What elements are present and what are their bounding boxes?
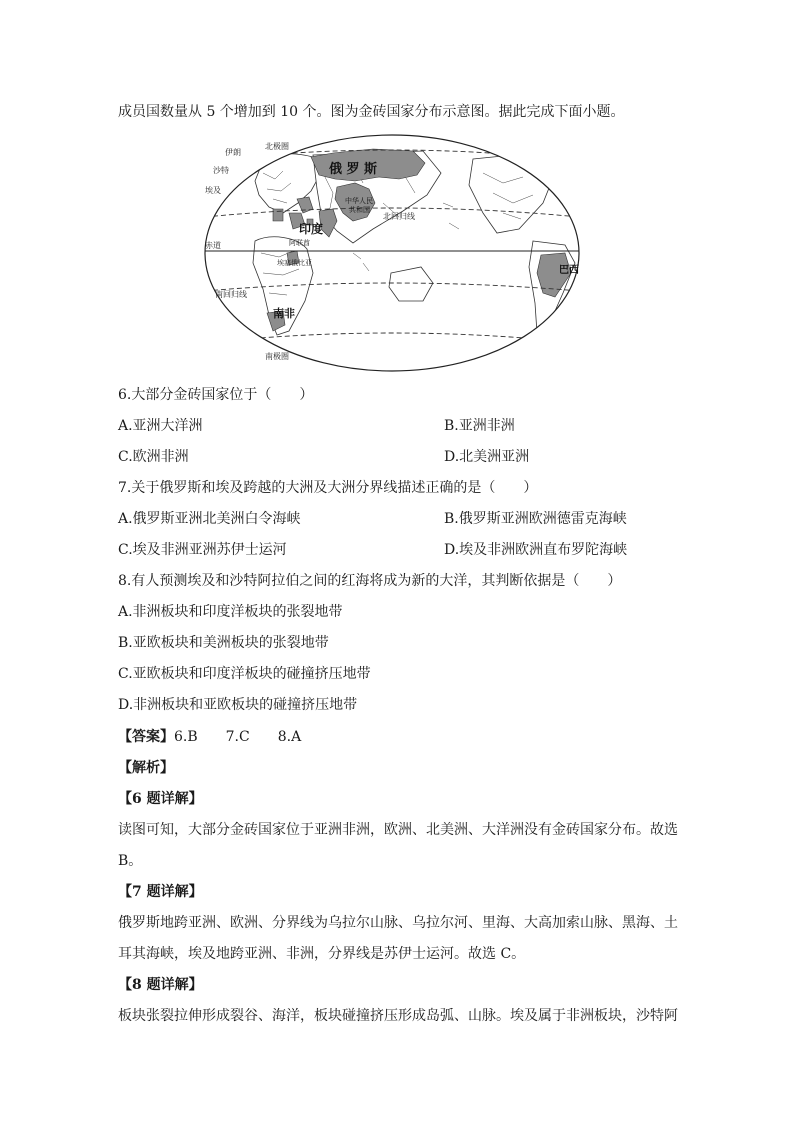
q7-option-d: D.埃及非洲欧洲直布罗陀海峡	[444, 542, 628, 558]
q8-option-a: A.非洲板块和印度洋板块的张裂地带	[118, 604, 343, 620]
detail-8-heading: 【8 题详解】	[118, 977, 203, 993]
label-china-1: 中华人民	[345, 197, 373, 205]
detail-6-heading: 【6 题详解】	[118, 791, 203, 807]
answer-line	[118, 727, 301, 747]
q7-option-b: B.俄罗斯亚洲欧洲德雷克海峡	[444, 511, 627, 527]
analysis-heading: 【解析】	[118, 760, 174, 776]
brics-map	[203, 133, 581, 373]
detail-7-line-2: 耳其海峡，埃及地跨亚洲、非洲，分界线是苏伊士运河。故选 C。	[118, 946, 526, 962]
label-egypt: 埃及	[205, 186, 221, 195]
label-south-africa: 南非	[273, 307, 295, 320]
q7-option-a: A.俄罗斯亚洲北美洲白令海峡	[118, 511, 301, 527]
q6-option-a: A.亚洲大洋洲	[118, 418, 203, 434]
label-arctic: 北极圈	[265, 142, 289, 151]
q8-option-b: B.亚欧板块和美洲板块的张裂地带	[118, 635, 329, 651]
q8-option-d: D.非洲板块和亚欧板块的碰撞挤压地带	[118, 697, 358, 713]
q8-stem: 8.有人预测埃及和沙特阿拉伯之间的红海将成为新的大洋，其判断依据是（ ）	[118, 573, 622, 589]
label-antarctic: 南极圈	[265, 352, 289, 361]
detail-6-line-2: B。	[118, 853, 143, 869]
q6-option-b: B.亚洲非洲	[444, 418, 515, 434]
label-russia: 俄 罗 斯	[329, 162, 378, 177]
label-brazil: 巴西	[559, 265, 579, 276]
detail-8-line-1: 板块张裂拉伸形成裂谷、海洋，板块碰撞挤压形成岛弧、山脉。埃及属于非洲板块，沙特阿	[118, 1008, 678, 1024]
label-saudi: 沙特	[213, 166, 229, 175]
label-tropic-capricorn: 南回归线	[215, 290, 247, 299]
label-equator: 赤道	[205, 241, 221, 250]
q6-stem: 6.大部分金砖国家位于（ ）	[118, 387, 314, 403]
detail-7-heading: 【7 题详解】	[118, 884, 203, 900]
detail-7-line-1: 俄罗斯地跨亚洲、欧洲、分界线为乌拉尔山脉、乌拉尔河、里海、大高加索山脉、黑海、土	[118, 915, 678, 931]
intro-text: 成员国数量从 5 个增加到 10 个。图为金砖国家分布示意图。据此完成下面小题。	[118, 104, 625, 120]
label-iran: 伊朗	[225, 148, 241, 157]
q6-option-c: C.欧洲非洲	[118, 449, 189, 465]
q7-option-c: C.埃及非洲亚洲苏伊士运河	[118, 542, 287, 558]
answer-label: 【答案】	[118, 729, 174, 745]
answer-text: 6.B 7.C 8.A	[174, 729, 302, 745]
q8-option-c: C.亚欧板块和印度洋板块的碰撞挤压地带	[118, 666, 371, 682]
label-ethiopia: 埃塞俄比亚	[277, 259, 312, 267]
label-china-2: 共和国	[349, 206, 370, 214]
q7-stem: 7.关于俄罗斯和埃及跨越的大洲及大洲分界线描述正确的是（ ）	[118, 480, 538, 496]
detail-6-line-1: 读图可知，大部分金砖国家位于亚洲非洲，欧洲、北美洲、大洋洲没有金砖国家分布。故选	[118, 822, 678, 838]
label-uae: 阿联酋	[289, 239, 310, 247]
label-tropic-cancer: 北回归线	[383, 212, 415, 221]
q6-option-d: D.北美洲亚洲	[444, 449, 530, 465]
label-india: 印度	[299, 222, 324, 236]
